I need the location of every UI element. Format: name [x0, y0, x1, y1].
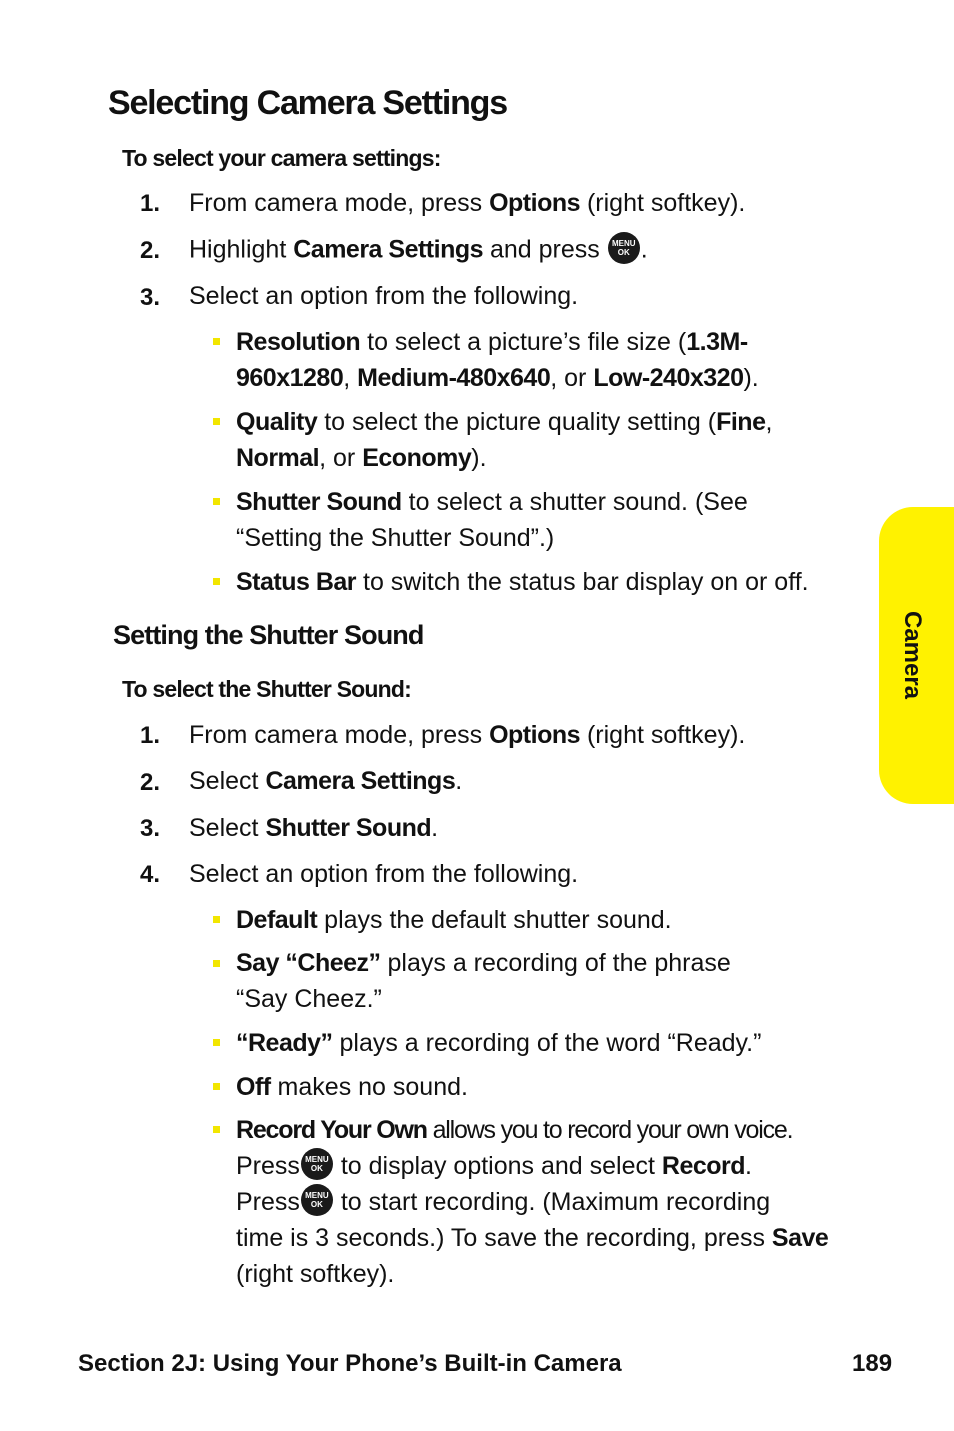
bullet-square: [213, 1083, 220, 1090]
section2-intro: To select the Shutter Sound:: [122, 676, 411, 702]
page-title: Selecting Camera Settings: [108, 84, 507, 122]
bullet-shutter-sound: Shutter Sound to select a shutter sound. (See “Setting the Shutter Sound”.): [236, 488, 748, 552]
bullet-quality: Quality to select the picture quality setting (Fine, Normal, or Economy).: [236, 408, 773, 472]
bullet-ready: “Ready” plays a recording of the word “Ready.”: [236, 1029, 762, 1057]
step-number: 3.: [140, 815, 161, 842]
bullet-off: Off makes no sound.: [236, 1073, 468, 1101]
menu-ok-key-icon: MENU OK: [301, 1148, 333, 1180]
bullet-record-your-own: Record Your Own allows you to record your own voice. Press MENU OK to display options and select Record. Press MENU OK to start recording. (Maximum recording time is 3 seconds.) To save the recording, press Save (right softkey).: [236, 1116, 829, 1288]
bullet-resolution: Resolution to select a picture’s file size (1.3M- 960x1280, Medium-480x640, or Low-240x320).: [236, 328, 759, 392]
step-text: From camera mode, press Options (right softkey).: [189, 721, 746, 749]
page-number: 189: [852, 1350, 893, 1377]
bullet-square: [213, 1039, 220, 1046]
bullet-status-bar: Status Bar to switch the status bar display on or off.: [236, 568, 809, 596]
step-text: Select an option from the following.: [189, 282, 579, 310]
bullet-square: [213, 578, 220, 585]
bullet-square: [213, 418, 220, 425]
section-tab-label: Camera: [899, 610, 926, 700]
step-number: 2.: [140, 237, 161, 264]
bullet-say-cheez: Say “Cheez” plays a recording of the phrase “Say Cheez.”: [236, 949, 731, 1013]
section-heading: Setting the Shutter Sound: [113, 620, 424, 650]
bullet-square: [213, 498, 220, 505]
step-text: Select Shutter Sound.: [189, 814, 439, 842]
step-number: 1.: [140, 722, 161, 749]
bullet-square: [213, 1126, 220, 1133]
menu-ok-key-icon: MENU OK: [608, 232, 640, 264]
step-text: Select an option from the following.: [189, 860, 579, 888]
footer-section-title: Section 2J: Using Your Phone’s Built-in Camera: [78, 1350, 622, 1377]
step-text: From camera mode, press Options (right softkey).: [189, 189, 746, 217]
step-number: 3.: [140, 284, 161, 311]
step-text: Select Camera Settings.: [189, 767, 463, 795]
bullet-square: [213, 960, 220, 967]
bullet-default: Default plays the default shutter sound.: [236, 906, 672, 934]
bullet-square: [213, 338, 220, 345]
bullet-square: [213, 916, 220, 923]
step-number: 2.: [140, 769, 161, 796]
menu-ok-key-icon: MENU OK: [301, 1184, 333, 1216]
step-number: 4.: [140, 861, 161, 888]
step-text: Highlight Camera Settings and press MENU OK .: [189, 235, 648, 267]
section1-intro: To select your camera settings:: [122, 145, 441, 171]
step-number: 1.: [140, 190, 161, 217]
